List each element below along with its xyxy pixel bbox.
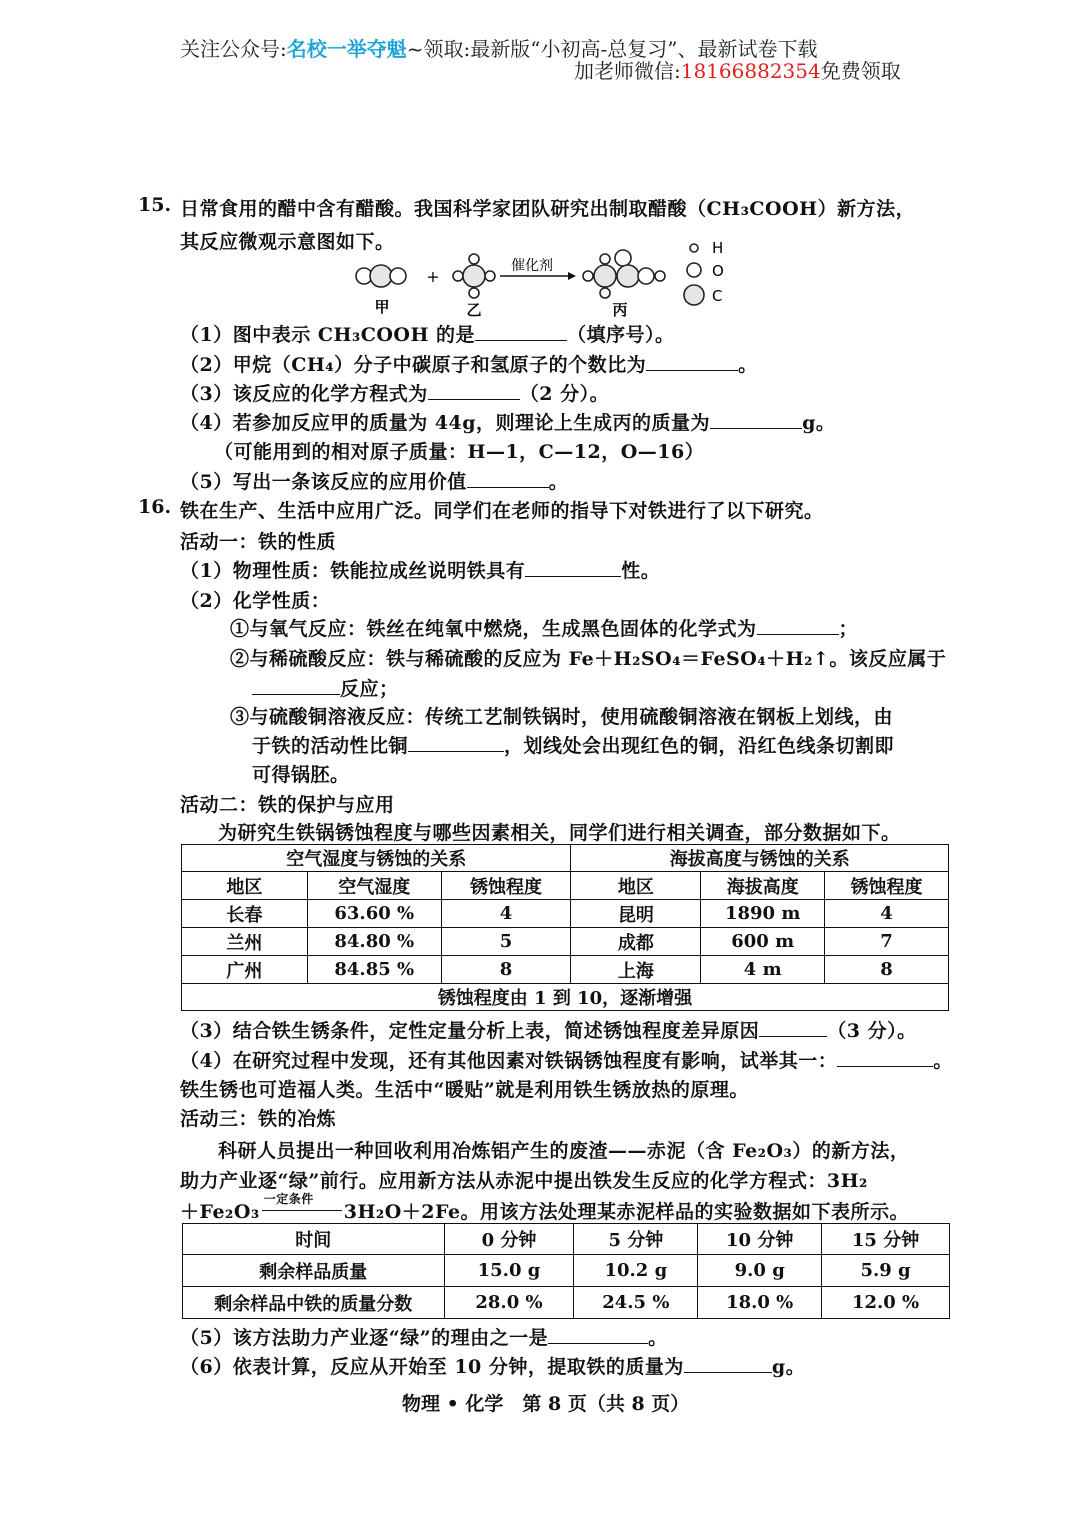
legend-o: O [712,262,724,280]
header-cell: 空气湿度 [307,872,441,900]
header-suffix: ~领取:最新版“小初高-总复习”、最新试卷下载 [406,37,818,61]
q16-intro: 铁在生产、生活中应用广泛。同学们在老师的指导下对铁进行了以下研究。 [180,500,824,522]
header-cell: 5 分钟 [574,1224,698,1255]
header-cell: 海拔高度 [701,872,825,900]
molecule-bing [583,250,665,298]
activity-2-title: 活动二：铁的保护与应用 [180,794,395,816]
answer-blank[interactable] [467,470,549,488]
q16-number: 16. [138,496,172,518]
activity-3-line-3: ＋Fe₂O₃ 一定条件 3H₂O＋2Fe。用该方法处理某赤泥样品的实验数据如下表所示。 [180,1192,910,1223]
q16-part-4: （4）在研究过程中发现，还有其他因素对铁锅锈蚀程度有影响，试举其一： 。 [180,1050,953,1072]
q16-part-1: （1）物理性质：铁能拉成丝说明铁具有 性。 [180,560,661,582]
label-jia: 甲 [374,298,390,316]
answer-blank[interactable] [757,617,839,635]
legend-h: H [712,239,724,257]
table-row: 剩余样品中铁的质量分数 28.0 % 24.5 % 18.0 % 12.0 % [183,1287,950,1319]
header-cell: 时间 [183,1224,445,1255]
table-footer: 锈蚀程度由 1 到 10，逐渐增强 [182,984,949,1011]
activity-1-title: 活动一：铁的性质 [180,531,337,553]
header-line-2 [574,55,901,84]
condition-label: 一定条件 [263,1192,314,1206]
answer-blank[interactable] [428,382,520,400]
header-cell: 0 分钟 [444,1224,574,1255]
header-cell: 锈蚀程度 [441,872,571,900]
activity-3-line-1: 科研人员提出一种回收利用冶炼铝产生的废渣——赤泥（含 Fe₂O₃）的新方法， [218,1140,910,1162]
catalyst-label: 催化剂 [511,258,553,274]
legend-c: C [712,287,723,305]
label-yi: 乙 [466,301,482,319]
q15-text-1: 日常食用的醋中含有醋酸。我国科学家团队研究出制取醋酸（CH₃COOH）新方法， [180,198,916,220]
q15-part-4: （4）若参加反应甲的质量为 44g，则理论上生成丙的质量为 g。 [180,412,836,434]
activity-3-title: 活动三：铁的冶炼 [180,1108,337,1130]
molecule-jia [356,265,406,287]
q16-chem-3b: 于铁的活动性比铜 ，划线处会出现红色的铜，沿红色线条切割即 [252,735,895,757]
wechat-suffix: 免费领取 [820,59,901,83]
activity-2-intro: 为研究生铁锅锈蚀程度与哪些因素相关，同学们进行相关调查，部分数据如下。 [218,822,901,844]
q16-part-3: （3）结合铁生锈条件，定性定量分析上表，简述锈蚀程度差异原因 （3 分）。 [180,1020,917,1042]
table-header-row [182,872,949,900]
reaction-condition-arrow [260,1192,344,1218]
corrosion-table [181,844,949,1011]
q15-part-2: （2）甲烷（CH₄）分子中碳原子和氢原子的个数比为 。 [180,354,758,376]
answer-blank[interactable] [646,353,738,371]
molecule-yi [453,254,495,298]
answer-blank[interactable] [408,734,504,752]
answer-blank[interactable] [710,411,802,429]
table-row: 长春 63.60 % 4 昆明 1890 m 4 [182,900,949,928]
header-cell: 地区 [182,872,308,900]
q16-chem-1: ①与氧气反应：铁丝在纯氧中燃烧，生成黑色固体的化学式为 ； [230,618,859,640]
answer-blank[interactable] [759,1019,827,1037]
q16-part-2: （2）化学性质： [180,590,331,612]
answer-blank[interactable] [252,677,340,695]
answer-blank[interactable] [525,559,621,577]
header-cell: 地区 [571,872,701,900]
table-row: 广州 84.85 % 8 上海 4 m 8 [182,956,949,984]
q15-number: 15. [138,194,172,216]
table-header-row [183,1224,950,1255]
q16-chem-2: ②与稀硫酸反应：铁与稀硫酸的反应为 Fe＋H₂SO₄＝FeSO₄＋H₂↑。该反应属于 [230,648,947,670]
header-cell: 15 分钟 [822,1224,950,1255]
table-row: 剩余样品质量 15.0 g 10.2 g 9.0 g 5.9 g [183,1255,950,1287]
wechat-prefix: 加老师微信: [574,59,681,83]
legend [684,239,724,305]
q15-part-1: （1）图中表示 CH₃COOH 的是 （填序号）。 [180,324,675,346]
page-footer: 物理 • 化学 第 8 页（共 8 页） [402,1393,690,1415]
q16-chem-3: ③与硫酸铜溶液反应：传统工艺制铁锅时，使用硫酸铜溶液在钢板上划线，由 [230,706,894,728]
table-title-humidity: 空气湿度与锈蚀的关系 [182,845,571,872]
table-row: 兰州 84.80 % 5 成都 600 m 7 [182,928,949,956]
activity-3-line-2: 助力产业逐“绿”前行。应用新方法从赤泥中提出铁发生反应的化学方程式：3H₂ [180,1170,868,1192]
answer-blank[interactable] [684,1355,772,1373]
brand-name: 名校一举夺魁 [286,37,407,61]
wechat-phone: 18166882354 [680,59,821,83]
q15-text-2: 其反应微观示意图如下。 [180,231,395,253]
reaction-diagram [340,232,740,320]
q16-chem-3c: 可得锅胚。 [252,764,350,786]
q16-chem-2b: 反应； [252,674,399,701]
arrow-head [568,272,576,280]
plus-sign: + [426,267,440,286]
answer-blank[interactable] [475,323,567,341]
red-mud-data-table [182,1223,950,1319]
q16-part-6: （6）依表计算，反应从开始至 10 分钟，提取铁的质量为 g。 [180,1356,806,1378]
q16-part-5: （5）该方法助力产业逐“绿”的理由之一是 。 [180,1327,668,1349]
table-title-altitude: 海拔高度与锈蚀的关系 [571,845,949,872]
q16-warm-patch: 铁生锈也可造福人类。生活中“暖贴”就是利用铁生锈放热的原理。 [180,1079,749,1101]
header-prefix: 关注公众号: [180,37,287,61]
q15-part-3: （3）该反应的化学方程式为 （2 分）。 [180,383,610,405]
q15-atomic-mass-note: （可能用到的相对原子质量：H—1，C—12，O—16） [214,441,705,463]
header-cell: 锈蚀程度 [825,872,949,900]
header-cell: 10 分钟 [698,1224,822,1255]
q15-part-5: （5）写出一条该反应的应用价值 。 [180,471,569,493]
answer-blank[interactable] [548,1326,648,1344]
answer-blank[interactable] [837,1049,933,1067]
label-bing: 丙 [612,301,628,319]
